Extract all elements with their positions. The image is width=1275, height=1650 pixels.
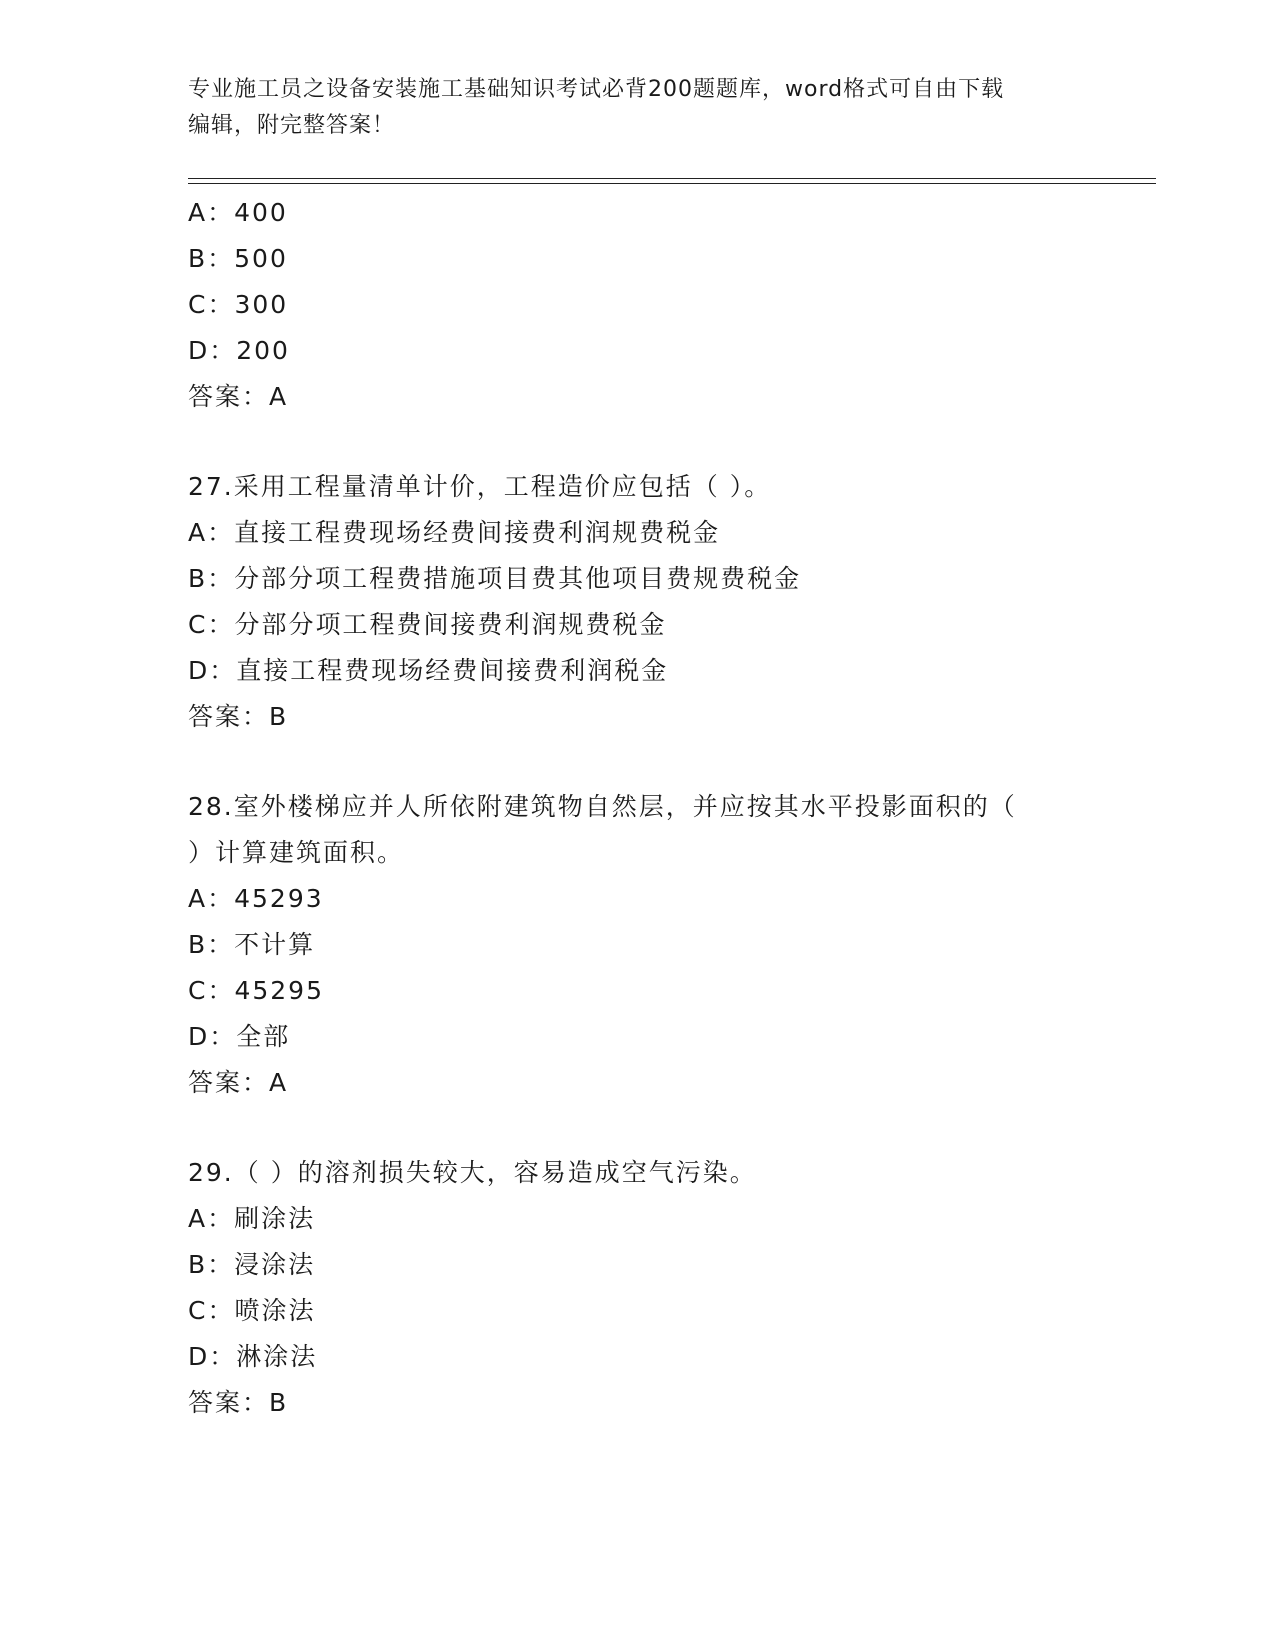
option-c: C：300 xyxy=(188,290,289,319)
option-c: C：分部分项工程费间接费利润规费税金 xyxy=(188,610,667,639)
document-header xyxy=(188,72,1088,144)
option-a: A：45293 xyxy=(188,884,324,913)
option-a: A：刷涂法 xyxy=(188,1204,316,1233)
question-text-line-1: 28.室外楼梯应并人所依附建筑物自然层，并应按其水平投影面积的（ xyxy=(188,792,1017,821)
question-text: 29.（ ）的溶剂损失较大，容易造成空气污染。 xyxy=(188,1158,757,1187)
option-d: D：200 xyxy=(188,336,290,365)
header-divider-bottom xyxy=(188,183,1156,184)
option-d: D：直接工程费现场经费间接费利润税金 xyxy=(188,656,669,685)
answer: 答案：A xyxy=(188,382,289,411)
spacer xyxy=(188,740,1148,784)
header-line-1: 专业施工员之设备安装施工基础知识考试必背200题题库，word格式可自由下载 xyxy=(188,77,1005,102)
question-26 xyxy=(188,190,1148,420)
answer: 答案：B xyxy=(188,702,289,731)
option-b: B：500 xyxy=(188,244,288,273)
option-a: A：400 xyxy=(188,198,288,227)
answer: 答案：B xyxy=(188,1388,289,1417)
option-a: A：直接工程费现场经费间接费利润规费税金 xyxy=(188,518,721,547)
option-d: D：淋涂法 xyxy=(188,1342,318,1371)
answer: 答案：A xyxy=(188,1068,289,1097)
option-c: C：45295 xyxy=(188,976,324,1005)
question-27 xyxy=(188,464,1148,740)
option-c: C：喷涂法 xyxy=(188,1296,316,1325)
question-29 xyxy=(188,1150,1148,1426)
option-d: D：全部 xyxy=(188,1022,291,1051)
question-list xyxy=(188,190,1148,1426)
option-b: B：浸涂法 xyxy=(188,1250,316,1279)
spacer xyxy=(188,1106,1148,1150)
question-text-line-2: ）计算建筑面积。 xyxy=(188,838,405,867)
header-divider-top xyxy=(188,178,1156,179)
option-b: B：不计算 xyxy=(188,930,316,959)
question-text: 27.采用工程量清单计价，工程造价应包括（ ）。 xyxy=(188,472,772,501)
question-28 xyxy=(188,784,1148,1106)
spacer xyxy=(188,420,1148,464)
option-b: B：分部分项工程费措施项目费其他项目费规费税金 xyxy=(188,564,802,593)
header-line-2: 编辑，附完整答案！ xyxy=(188,113,396,138)
